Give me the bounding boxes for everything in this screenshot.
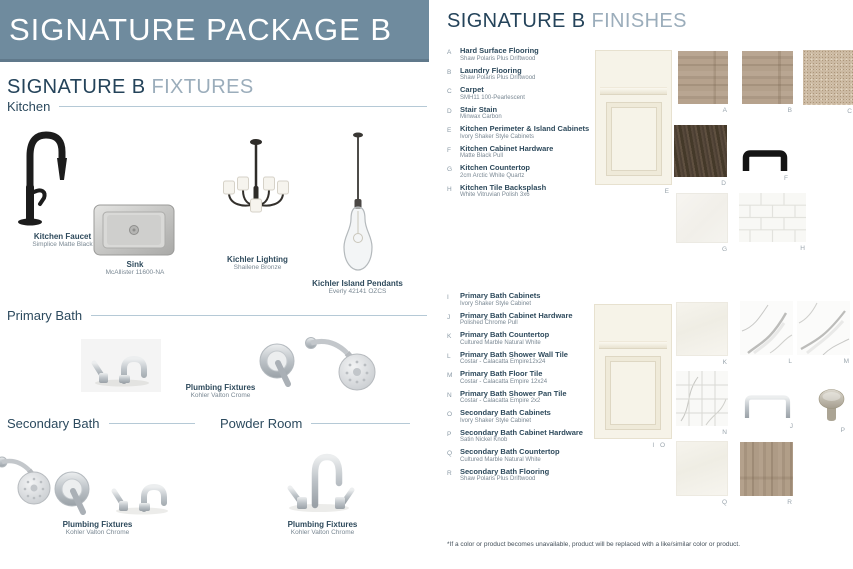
swatch-label: G bbox=[721, 246, 727, 253]
caption-title: Kitchen Faucet bbox=[33, 232, 92, 241]
section-secondary-bath-label: Secondary Bath bbox=[7, 416, 100, 431]
flooring-swatch-b bbox=[742, 51, 793, 114]
cabinet-door-sample-io bbox=[594, 304, 672, 449]
stair-stain-swatch-d bbox=[674, 125, 727, 187]
caption-title: Sink bbox=[126, 260, 144, 269]
section-primary-bath-label: Primary Bath bbox=[7, 308, 83, 323]
caption-detail: Kohler Valton Crome bbox=[190, 392, 251, 399]
section-powder-room bbox=[220, 416, 410, 431]
caption-kichler-lighting bbox=[210, 255, 305, 272]
swatch-label: J bbox=[789, 423, 793, 430]
finish-item: M Primary Bath Floor Tile Costar - Calacatta Empire 12x24 bbox=[447, 369, 548, 385]
finish-item: E Kitchen Perimeter & Island Cabinets Ivory Shaker Style Cabinets bbox=[447, 124, 590, 140]
divider-line bbox=[109, 423, 195, 424]
footnote: *If a color or product becomes unavailable, product will be replaced with a like/similar color or product. bbox=[447, 541, 741, 548]
header-banner bbox=[0, 0, 429, 62]
divider-line bbox=[91, 315, 427, 316]
fixtures-heading-strong: SIGNATURE B bbox=[7, 76, 146, 98]
cabinet-door-sample-e bbox=[595, 50, 672, 195]
swatch-label: N bbox=[722, 429, 727, 436]
finish-item: N Primary Bath Shower Pan Tile Costar - Calacatta Empire 2x2 bbox=[447, 388, 567, 404]
finishes-heading-light: FINISHES bbox=[591, 10, 687, 32]
caption-detail: Kohler Valton Chrome bbox=[65, 529, 130, 536]
swatch-label: D bbox=[721, 180, 726, 187]
section-secondary-bath bbox=[7, 416, 195, 431]
finishes-list-bottom bbox=[447, 292, 607, 487]
caption-title: Kichler Lighting bbox=[227, 255, 288, 264]
caption-detail: Shailene Bronze bbox=[233, 264, 282, 271]
swatch-label: I O bbox=[652, 442, 667, 449]
finish-item: H Kitchen Tile Backsplash White Vitruvian Polish 3x6 bbox=[447, 182, 547, 198]
flooring-swatch-a bbox=[678, 51, 728, 114]
swatch-label: F bbox=[784, 175, 788, 182]
swatch-label: M bbox=[843, 358, 849, 365]
finish-item: I Primary Bath Cabinets Ivory Shaker Style Cabinet bbox=[447, 291, 541, 307]
caption-title: Plumbing Fixtures bbox=[287, 520, 358, 529]
black-pull-swatch-f bbox=[741, 150, 789, 182]
finish-item: R Secondary Bath Flooring Shaw Polaris Plus Driftwood bbox=[447, 466, 550, 482]
chrome-pull-swatch-j bbox=[741, 393, 794, 430]
finish-item: F Kitchen Cabinet Hardware Matte Black Pull bbox=[447, 143, 554, 159]
caption-detail: Simplice Matte Black bbox=[32, 241, 93, 248]
caption-title: Plumbing Fixtures bbox=[185, 383, 256, 392]
marble-tile-swatch-l bbox=[740, 301, 793, 365]
section-kitchen bbox=[7, 99, 427, 114]
caption-title: Kichler Island Pendants bbox=[312, 279, 403, 288]
swatch-label: K bbox=[722, 359, 727, 366]
section-kitchen-label: Kitchen bbox=[7, 99, 51, 114]
shower-valve-image bbox=[257, 340, 297, 390]
swatch-label: E bbox=[664, 188, 669, 195]
carpet-swatch-c bbox=[803, 50, 853, 115]
cultured-marble-swatch-q bbox=[676, 441, 728, 506]
finish-item: K Primary Bath Countertop Cultured Marble Natural White bbox=[447, 330, 550, 346]
quartz-swatch-g bbox=[676, 193, 728, 253]
swatch-label: A bbox=[722, 107, 727, 114]
island-pendant-image bbox=[340, 131, 376, 276]
section-primary-bath bbox=[7, 308, 427, 323]
fixtures-heading-light: FIXTURES bbox=[151, 76, 254, 98]
powder-room-faucet-image bbox=[281, 443, 357, 513]
caption-detail: McAllister 11600-NA bbox=[105, 269, 165, 276]
caption-detail: Kohler Valton Chrome bbox=[290, 529, 355, 536]
caption-title: Plumbing Fixtures bbox=[62, 520, 133, 529]
showerhead-image bbox=[0, 455, 56, 515]
kitchen-sink-image bbox=[93, 204, 175, 256]
chandelier-image bbox=[220, 138, 292, 244]
bath-faucet-image bbox=[81, 339, 161, 392]
caption-powder-room-fixtures bbox=[280, 520, 365, 537]
finish-item: B Laundry Flooring Shaw Polaris Plus Driftwood bbox=[447, 65, 536, 81]
caption-primary-bath-fixtures bbox=[178, 383, 263, 400]
finish-item: A Hard Surface Flooring Shaw Polaris Plus Driftwood bbox=[447, 46, 539, 62]
cultured-marble-swatch-k bbox=[676, 302, 728, 366]
page-title: SIGNATURE PACKAGE B bbox=[9, 11, 393, 47]
swatch-label: C bbox=[847, 108, 852, 115]
bath-faucet-image bbox=[110, 470, 172, 515]
kitchen-faucet-image bbox=[12, 126, 74, 226]
shower-valve-image bbox=[52, 468, 92, 518]
swatch-label: P bbox=[840, 427, 845, 434]
finish-item: C Carpet SMH11 100-Pearlescent bbox=[447, 85, 525, 101]
finishes-heading bbox=[447, 10, 687, 33]
swatch-label: R bbox=[787, 499, 792, 506]
caption-secondary-bath-fixtures bbox=[55, 520, 140, 537]
finishes-list-top bbox=[447, 47, 607, 203]
caption-island-pendants bbox=[305, 279, 410, 296]
showerhead-image bbox=[303, 335, 381, 392]
finish-item: L Primary Bath Shower Wall Tile Costar - Calacatta Empire12x24 bbox=[447, 349, 568, 365]
subway-tile-swatch-h bbox=[739, 193, 806, 252]
swatch-label: B bbox=[787, 107, 792, 114]
finish-item: Q Secondary Bath Countertop Cultured Marble Natural White bbox=[447, 447, 560, 463]
divider-line bbox=[311, 423, 410, 424]
swatch-label: H bbox=[800, 245, 805, 252]
finish-item: D Stair Stain Minwax Carbon bbox=[447, 104, 502, 120]
swatch-label: Q bbox=[721, 499, 727, 506]
swatch-label: L bbox=[788, 358, 792, 365]
finishes-heading-strong: SIGNATURE B bbox=[447, 10, 586, 32]
flooring-swatch-r bbox=[740, 442, 793, 506]
section-powder-room-label: Powder Room bbox=[220, 416, 303, 431]
finish-item: J Primary Bath Cabinet Hardware Polished Chrome Pull bbox=[447, 310, 573, 326]
finish-item: G Kitchen Countertop 2cm Arctic White Quartz bbox=[447, 163, 530, 179]
caption-sink bbox=[95, 260, 175, 277]
marble-tile-swatch-m bbox=[797, 301, 850, 365]
nickel-knob-swatch-p bbox=[817, 388, 846, 434]
caption-detail: Everly 42141 OZCS bbox=[328, 288, 387, 295]
finish-item: P Secondary Bath Cabinet Hardware Satin Nickel Knob bbox=[447, 427, 583, 443]
finish-item: O Secondary Bath Cabinets Ivory Shaker Style Cabinet bbox=[447, 408, 551, 424]
fixtures-heading bbox=[7, 76, 254, 99]
mosaic-tile-swatch-n bbox=[676, 371, 728, 436]
divider-line bbox=[59, 106, 427, 107]
